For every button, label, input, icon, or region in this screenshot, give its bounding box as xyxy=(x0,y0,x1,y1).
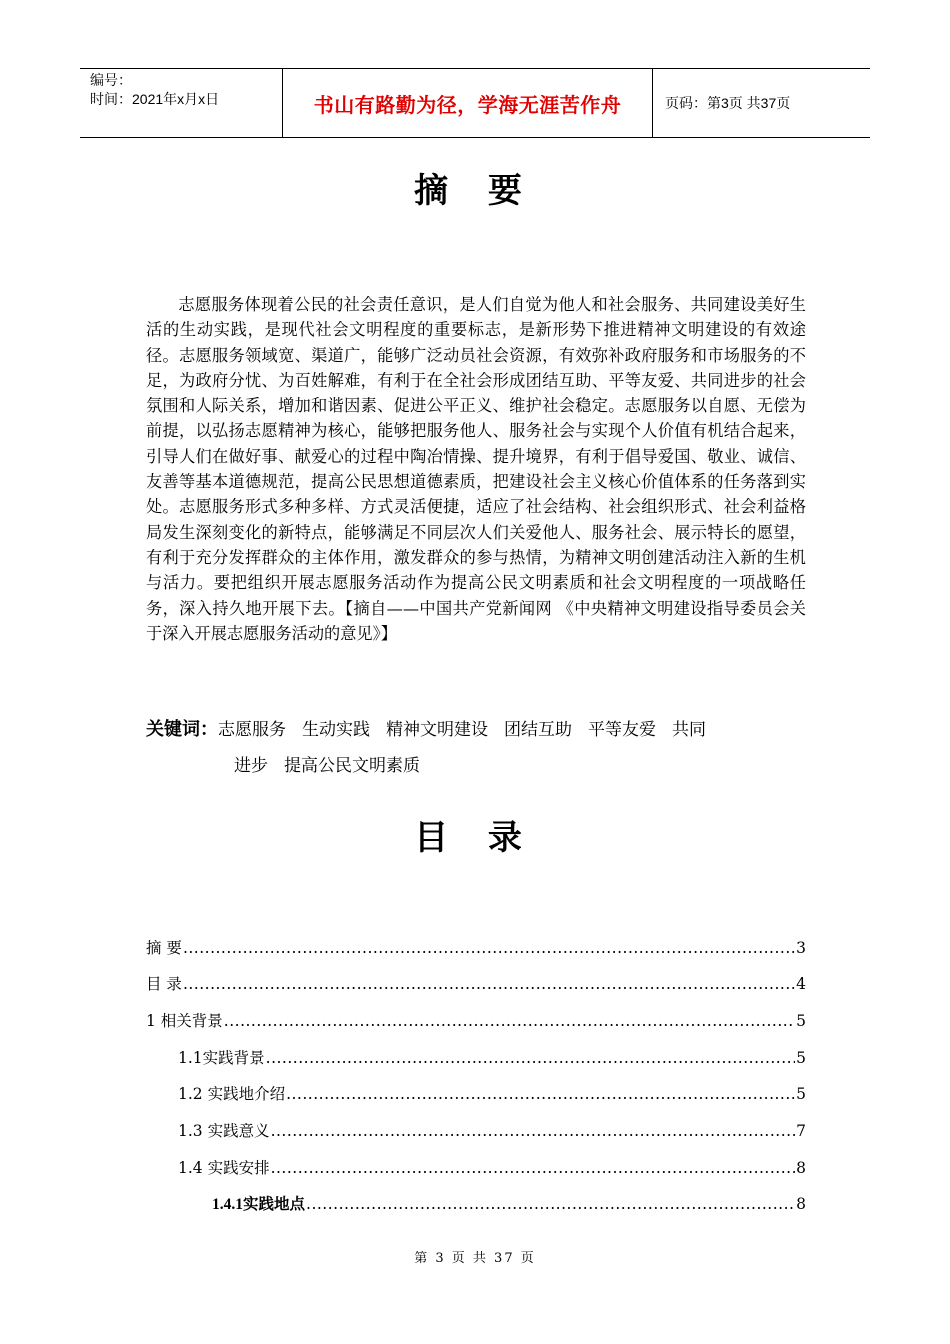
toc-entry[interactable] xyxy=(146,1009,806,1031)
toc-entry[interactable] xyxy=(178,1119,806,1141)
toc-entry-page: 3 xyxy=(796,939,806,957)
toc-entry-page: 7 xyxy=(796,1122,806,1140)
toc-entry[interactable] xyxy=(178,1156,806,1178)
header-number: 编号： xyxy=(90,72,132,88)
header-time: 时间：2021年x月x日 xyxy=(90,91,220,107)
toc-entry[interactable] xyxy=(146,972,806,994)
toc-leader-dots xyxy=(183,939,795,957)
toc-entry-page: 4 xyxy=(796,975,806,993)
keywords-line-2 xyxy=(146,748,811,784)
keyword: 平等友爱 xyxy=(588,720,656,740)
keyword: 进步 xyxy=(234,756,268,776)
toc-entry[interactable] xyxy=(212,1192,806,1214)
toc-entry-page: 5 xyxy=(796,1049,806,1067)
header-motto: 书山有路勤为径，学海无涯苦作舟 xyxy=(283,69,653,137)
toc-leader-dots xyxy=(306,1195,795,1213)
toc-leader-dots xyxy=(224,1012,795,1030)
header-table xyxy=(80,68,870,138)
toc-entry-label: 目 录 xyxy=(146,975,182,993)
keyword: 精神文明建设 xyxy=(386,720,488,740)
toc-leader-dots xyxy=(271,1159,796,1177)
header-meta-cell xyxy=(80,69,283,137)
toc-entry-label: 1.4.1实践地点 xyxy=(212,1196,306,1213)
header-page-info: 页码：第3页 共37页 xyxy=(665,95,791,111)
toc-entry-label: 1.4 实践安排 xyxy=(178,1159,270,1177)
page-footer: 第 3 页 共 37 页 xyxy=(414,1251,536,1266)
toc-leader-dots xyxy=(266,1049,795,1067)
toc-entry-label: 1.1实践背景 xyxy=(178,1049,265,1067)
toc-entry[interactable] xyxy=(178,1046,806,1068)
keyword: 共同 xyxy=(672,720,706,740)
toc-entry-label: 1 相关背景 xyxy=(146,1012,223,1030)
keywords-line-1 xyxy=(146,712,811,748)
toc-entry-page: 8 xyxy=(796,1159,806,1177)
toc-entry-page: 5 xyxy=(796,1012,806,1030)
keyword: 团结互助 xyxy=(504,720,572,740)
toc-entry-label: 摘 要 xyxy=(146,939,182,957)
keywords-section xyxy=(146,712,811,784)
keyword: 生动实践 xyxy=(302,720,370,740)
abstract-body: 志愿服务体现着公民的社会责任意识，是人们自觉为他人和社会服务、共同建设美好生活的生动实践，是现代社会文明程度的重要标志，是新形势下推进精神文明建设的有效途径。志愿服务领域宽、渠道广，能够广泛动员社会资源，有效弥补政府服务和市场服务的不足，为政府分忧、为百姓解难，有利于在全社会形成团结互助、平等友爱、共同进步的社会氛围和人际关系，增加和谐因素、促进公平正义、维护社会稳定。志愿服务以自愿、无偿为前提，以弘扬志愿精神为核心，能够把服务他人、服务社会与实现个人价值有机结合起来，引导人们在做好事、献爱心的过程中陶冶情操、提升境界，有利于倡导爱国、敬业、诚信、友善等基本道德规范，提高公民思想道德素质，把建设社会主义核心价值体系的任务落到实处。志愿服务形式多种多样、方式灵活便捷，适应了社会结构、社会组织形式、社会利益格局发生深刻变化的新特点，能够满足不同层次人们关爱他人、服务社会、展示特长的愿望，有利于充分发挥群众的主体作用，激发群众的参与热情，为精神文明创建活动注入新的生机与活力。要把组织开展志愿服务活动作为提高公民文明素质和社会文明程度的一项战略任务，深入持久地开展下去。【摘自——中国共产党新闻网 《中央精神文明建设指导委员会关于深入开展志愿服务活动的意见》】 xyxy=(146,295,806,643)
toc-leader-dots xyxy=(183,975,795,993)
toc-entry-page: 8 xyxy=(796,1195,806,1213)
toc-leader-dots xyxy=(286,1085,795,1103)
toc-entry-label: 1.3 实践意义 xyxy=(178,1122,270,1140)
abstract-title: 摘 要 xyxy=(414,171,536,211)
keywords-label: 关键词： xyxy=(146,719,218,740)
keyword: 提高公民文明素质 xyxy=(284,756,420,776)
toc-title: 目 录 xyxy=(414,818,536,858)
toc-entry[interactable] xyxy=(146,936,806,958)
keyword: 志愿服务 xyxy=(218,720,286,740)
toc-leader-dots xyxy=(271,1122,796,1140)
toc-entry-page: 5 xyxy=(796,1085,806,1103)
toc-entry-label: 1.2 实践地介绍 xyxy=(178,1085,286,1103)
toc-entry[interactable] xyxy=(178,1082,806,1104)
